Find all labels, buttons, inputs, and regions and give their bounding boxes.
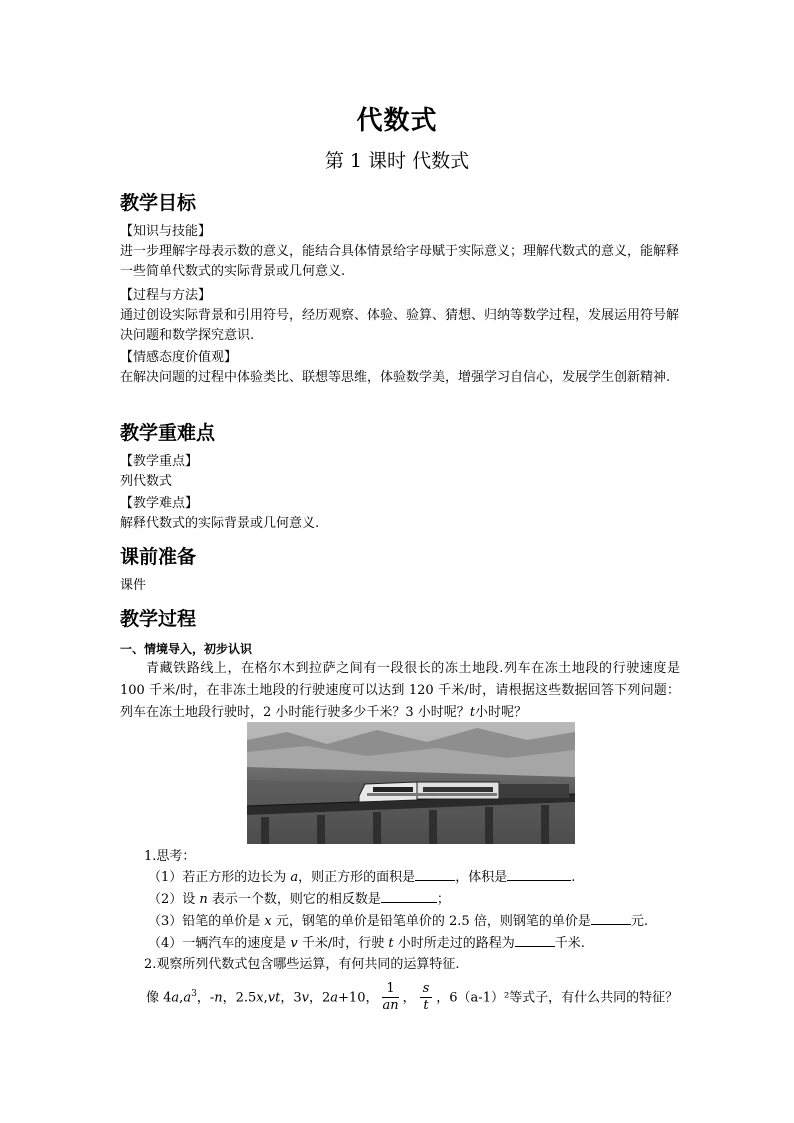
q3-text-c: 元.: [630, 914, 648, 929]
expression-line: 像 $4a,a^3$，-n，2.5x,vt，3v，2a+10， $\frac{1}{an}$ ， $\frac{s}{t}$ ，6（a-1）²等式子，有什么共同的特征？: [146, 981, 679, 1014]
heading-keypoints: 教学重难点: [120, 422, 216, 444]
expr-var-v: v: [301, 990, 309, 1006]
q1-text-b: ，则正方形的面积是: [298, 870, 416, 885]
question-2: [148, 888, 450, 911]
q1-text-a: （1）若正方形的边长为: [148, 870, 291, 885]
q1-blank-volume[interactable]: [507, 866, 571, 881]
q4-blank-distance[interactable]: [515, 932, 555, 947]
heading-objectives: 教学目标: [120, 192, 197, 214]
page-title: 代数式: [356, 106, 438, 136]
q1-text-c: ，体积是: [455, 870, 508, 885]
expr-mid: ，-: [196, 990, 215, 1006]
fraction-1-over-an: [382, 981, 398, 1014]
q3-text-b: 元，钢笔的单价是铅笔单价的 2.5 倍，则钢笔的单价是: [271, 914, 591, 929]
text-knowledge: 进一步理解字母表示数的意义，能结合具体情景给字母赋于实际意义；理解代数式的意义，能解释一些简单代数式的实际背景或几何意义.: [120, 244, 680, 279]
q4-text-c: 小时所走过的路程为: [393, 936, 515, 951]
expr-list: ，2.5: [222, 990, 257, 1006]
text-emotion: 在解决问题的过程中体验类比、联想等思维，体验数学美，增强学习自信心，发展学生创新精神.: [120, 370, 671, 385]
expr-var-vt: vt: [267, 990, 281, 1006]
step1-heading: 一、情境导入，初步认识: [120, 642, 253, 656]
expr-exponent: 3: [191, 989, 197, 999]
question-1: [148, 866, 575, 889]
fraction-1-numerator: 1: [382, 981, 398, 998]
q2-text-a: （2）设: [148, 892, 200, 907]
expr-plus10: +10，: [338, 990, 379, 1006]
label-difficulty: 【教学难点】: [120, 496, 199, 511]
text-process: 通过创设实际背景和引用符号，经历观察、体验、验算、猜想、归纳等数学过程，发展运用符号解决问题和数学探究意识.: [120, 308, 680, 343]
intro-paragraph: [120, 658, 680, 724]
heading-preparation: 课前准备: [120, 546, 197, 568]
q4-text-a: （4）一辆汽车的速度是: [148, 936, 291, 951]
intro-variable-t: t: [469, 705, 476, 720]
label-knowledge: 【知识与技能】: [120, 224, 212, 239]
text-preparation: 课件: [120, 578, 147, 593]
q4-variable-t: t: [388, 936, 394, 951]
question-4: [148, 932, 585, 955]
text-difficulty: 解释代数式的实际背景或几何意义.: [120, 516, 320, 531]
heading-process: 教学过程: [120, 608, 197, 630]
q3-blank-price[interactable]: [591, 910, 631, 925]
q2-text-b: 表示一个数，则它的相反数是: [207, 892, 381, 907]
fraction-s-over-t: [420, 981, 433, 1014]
expr-var-a: a: [171, 990, 180, 1006]
expr-var-n: n: [214, 990, 223, 1006]
train-photo: [247, 722, 575, 844]
q4-text-d: 千米.: [554, 936, 585, 951]
label-focus: 【教学重点】: [120, 454, 199, 469]
q1-text-d: .: [571, 870, 576, 885]
fraction-2-numerator: s: [420, 981, 433, 998]
q3-variable: x: [264, 914, 272, 929]
question-3: [148, 910, 648, 933]
observe-text: 2.观察所列代数式包含哪些运算，有何共同的运算特征.: [144, 957, 460, 972]
q4-text-b: 千米/时，行驶: [297, 936, 389, 951]
q1-blank-area[interactable]: [415, 866, 455, 881]
expr-var-a3: a: [330, 990, 339, 1006]
intro-text: [120, 661, 680, 720]
expr-prefix: 像 4: [146, 990, 172, 1006]
q2-variable: n: [199, 892, 208, 907]
label-emotion: 【情感态度价值观】: [120, 350, 238, 365]
expr-var-x: x: [256, 990, 264, 1006]
intro-main-text: 青藏铁路线上，在格尔木到拉萨之间有一段很长的冻土地段.列车在冻土地段的行驶速度是 100 千米/时，在非冻土地段的行驶速度可以达到 120 千米/时，请根据这些数据回答下列问题：列车在冻土地段行驶时，2 小时能行驶多少千米？3 小时呢？: [120, 661, 680, 720]
fraction-1-denominator: an: [382, 998, 399, 1014]
text-focus: 列代数式: [120, 474, 173, 489]
label-process: 【过程与方法】: [120, 288, 212, 303]
expr-var-a2: a: [183, 990, 192, 1006]
q2-text-c: ；: [436, 892, 450, 907]
fraction-2-denominator: t: [423, 998, 429, 1014]
expr-2a: ，2: [308, 990, 331, 1006]
intro-tail-text: 小时呢？: [475, 705, 528, 720]
expr-3v: ，3: [280, 990, 302, 1006]
q1-variable: a: [290, 870, 299, 885]
q4-variable-v: v: [290, 936, 298, 951]
think-label: 1.思考：: [144, 849, 196, 864]
expr-tail: ，6（a-1）²等式子，有什么共同的特征？: [436, 990, 679, 1006]
q3-text-a: （3）铅笔的单价是: [148, 914, 265, 929]
q2-blank-opposite[interactable]: [381, 888, 437, 903]
page-subtitle: 第 1 课时 代数式: [324, 150, 470, 172]
